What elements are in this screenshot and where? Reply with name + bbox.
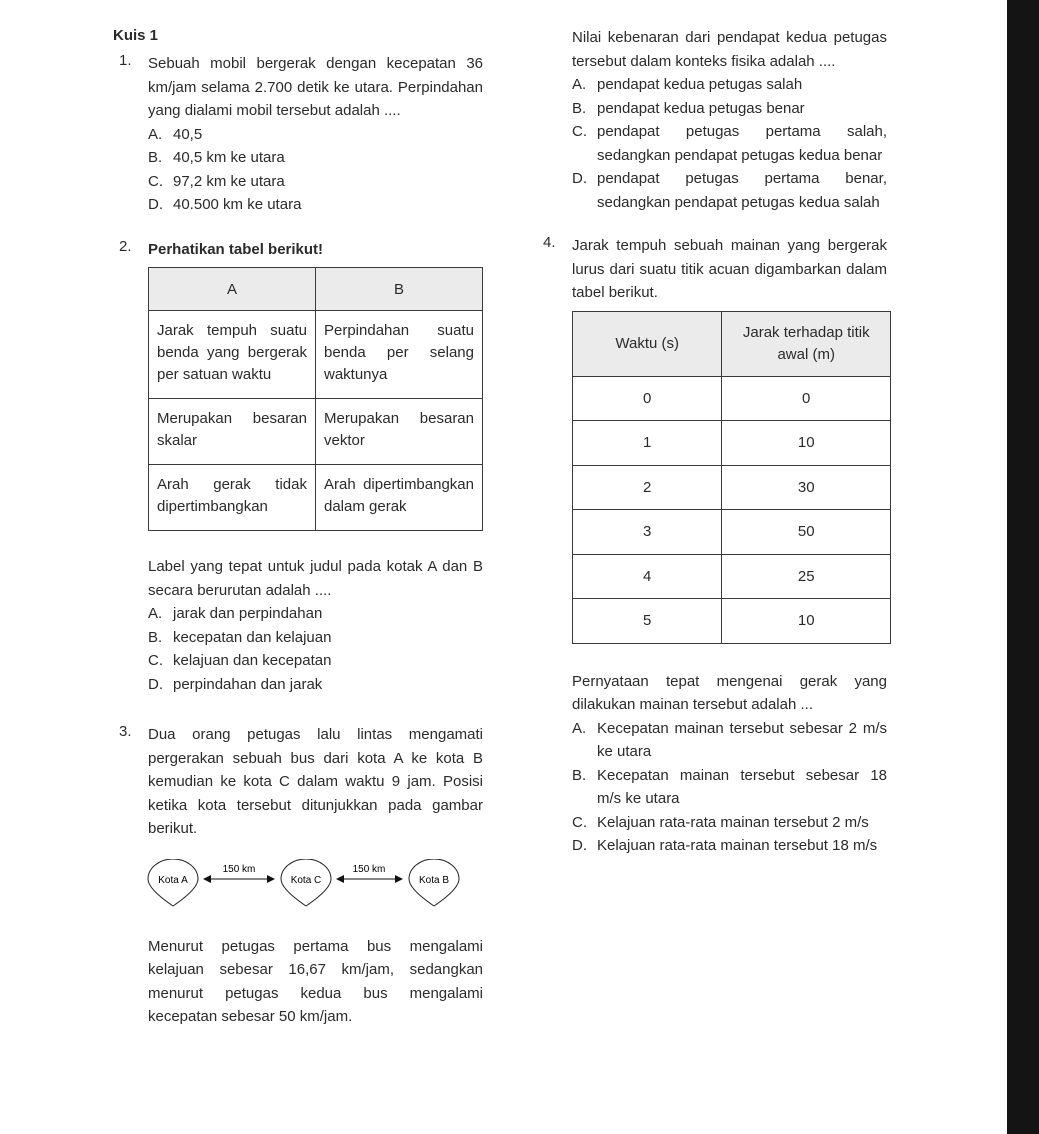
city-route-diagram <box>146 859 483 921</box>
option-letter: B. <box>572 99 587 117</box>
question-number: 1. <box>119 52 132 69</box>
pin-kota-c <box>281 859 331 906</box>
option-d[interactable] <box>572 167 887 214</box>
pin-kota-a <box>148 859 198 906</box>
option-text: perpindahan dan jarak <box>173 675 323 693</box>
option-a[interactable] <box>572 717 887 764</box>
table-cell: 10 <box>722 599 891 644</box>
question-stem: Jarak tempuh sebuah mainan yang bergerak lurus dari suatu titik acuan digambarkan dalam tabel berikut. <box>572 237 887 301</box>
option-text: pendapat petugas pertama benar, sedangkan pendapat petugas kedua salah <box>597 170 887 211</box>
pin-kota-b <box>409 859 459 906</box>
question-number: 2. <box>119 237 132 255</box>
observer-statement: Menurut petugas pertama bus mengalami kelajuan sebesar 16,67 km/jam, sedangkan menurut petugas kedua bus mengalami kecepatan sebesar 50 km/jam. <box>148 937 483 1025</box>
option-letter: A. <box>148 125 163 143</box>
table-cell: Merupakan besaran vektor <box>316 399 483 465</box>
right-column <box>537 26 887 858</box>
table-cell: Jarak tempuh suatu benda yang bergerak per satuan waktu <box>149 311 316 399</box>
table-cell: 0 <box>573 376 722 421</box>
option-c[interactable] <box>572 811 887 835</box>
table-cell: Arah dipertimbangkan dalam gerak <box>316 465 483 531</box>
option-d[interactable] <box>148 193 483 217</box>
option-text: pendapat kedua petugas benar <box>597 99 805 117</box>
question-1 <box>113 52 483 217</box>
question-4 <box>537 234 887 858</box>
option-letter: C. <box>572 123 587 140</box>
table-cell: Perpindahan suatu benda per selang waktunya <box>316 311 483 399</box>
option-letter: C. <box>148 652 163 669</box>
table-row <box>573 376 891 421</box>
option-b[interactable] <box>572 97 887 121</box>
question-stem: Perhatikan tabel berikut! <box>148 240 324 258</box>
option-b[interactable] <box>572 764 887 811</box>
dark-side-panel <box>1007 0 1039 1134</box>
table-cell: 0 <box>722 376 891 421</box>
table-row <box>149 311 483 399</box>
option-letter: A. <box>572 719 587 737</box>
option-text: 40,5 <box>173 125 203 143</box>
time-distance-table <box>572 311 891 644</box>
option-d[interactable] <box>148 673 483 697</box>
definition-table <box>148 267 483 531</box>
table-row <box>149 465 483 531</box>
option-letter: A. <box>572 76 587 93</box>
option-d[interactable] <box>572 834 887 858</box>
option-letter: C. <box>148 172 163 190</box>
distance-label: 150 km <box>222 863 256 875</box>
question-text: Pernyataan tepat mengenai gerak yang dilakukan mainan tersebut adalah ... <box>572 672 887 713</box>
option-letter: D. <box>148 196 163 213</box>
table-cell: 50 <box>722 510 891 555</box>
table-row <box>573 465 891 510</box>
pin-label: Kota A <box>158 874 188 886</box>
option-text: 97,2 km ke utara <box>173 172 285 190</box>
option-text: 40,5 km ke utara <box>173 149 285 166</box>
table-cell: 1 <box>573 421 722 466</box>
option-b[interactable] <box>148 146 483 170</box>
left-column <box>113 26 483 1029</box>
option-text: jarak dan perpindahan <box>173 605 323 622</box>
option-letter: D. <box>148 675 163 693</box>
option-text: kecepatan dan kelajuan <box>173 628 332 646</box>
table-cell: 25 <box>722 554 891 599</box>
pin-label: Kota B <box>418 874 450 886</box>
question-3 <box>113 723 483 1029</box>
table-cell: 5 <box>573 599 722 644</box>
option-letter: A. <box>148 605 163 622</box>
option-a[interactable] <box>148 123 483 147</box>
option-text: kelajuan dan kecepatan <box>173 652 332 669</box>
question-stem: Dua orang petugas lalu lintas mengamati pergerakan sebuah bus dari kota A ke kota B kemudian ke kota C dalam waktu 9 jam. Posisi ketika kota tersebut ditunjukkan pada gambar berikut. <box>148 726 483 837</box>
table-row <box>149 399 483 465</box>
table-cell: 4 <box>573 554 722 599</box>
option-c[interactable] <box>148 649 483 673</box>
table-cell: 2 <box>573 465 722 510</box>
question-3-continued <box>537 26 887 214</box>
option-text: Kecepatan mainan tersebut sebesar 2 m/s ke utara <box>597 719 887 760</box>
option-c[interactable] <box>148 170 483 194</box>
question-number: 3. <box>119 723 132 740</box>
table-cell: Arah gerak tidak dipertimbangkan <box>149 465 316 531</box>
option-a[interactable] <box>572 73 887 97</box>
table-row <box>573 421 891 466</box>
route-svg <box>146 859 466 921</box>
table-header-time: Waktu (s) <box>573 311 722 376</box>
option-text: Kelajuan rata-rata mainan tersebut 2 m/s <box>597 813 869 831</box>
question-2 <box>113 238 483 697</box>
option-text: 40.500 km ke utara <box>173 196 302 213</box>
table-cell: 3 <box>573 510 722 555</box>
option-text: Kelajuan rata-rata mainan tersebut 18 m/s <box>597 837 878 854</box>
option-letter: D. <box>572 170 587 187</box>
table-cell: Merupakan besaran skalar <box>149 399 316 465</box>
option-c[interactable] <box>572 120 887 167</box>
quiz-title: Kuis 1 <box>113 27 159 44</box>
table-row <box>573 599 891 644</box>
question-text: Label yang tepat untuk judul pada kotak A dan B secara berurutan adalah .... <box>148 558 483 599</box>
option-letter: D. <box>572 837 587 854</box>
option-b[interactable] <box>148 626 483 650</box>
option-letter: B. <box>572 766 587 784</box>
table-header-distance: Jarak terhadap titik awal (m) <box>722 311 891 376</box>
table-cell: 10 <box>722 421 891 466</box>
option-letter: B. <box>148 149 163 166</box>
distance-label: 150 km <box>352 863 386 875</box>
table-row <box>573 554 891 599</box>
question-stem: Sebuah mobil bergerak dengan kecepatan 36 km/jam selama 2.700 detik ke utara. Perpindahan yang dialami mobil tersebut adalah .... <box>148 55 483 119</box>
pin-label: Kota C <box>290 874 322 886</box>
option-a[interactable] <box>148 602 483 626</box>
option-letter: C. <box>572 813 587 831</box>
option-text: pendapat kedua petugas salah <box>597 76 803 93</box>
option-letter: B. <box>148 628 163 646</box>
option-text: pendapat petugas pertama salah, sedangkan pendapat petugas kedua benar <box>597 123 887 164</box>
table-cell: 30 <box>722 465 891 510</box>
table-header-b: B <box>316 268 483 311</box>
table-row <box>573 510 891 555</box>
table-header-a: A <box>149 268 316 311</box>
option-text: Kecepatan mainan tersebut sebesar 18 m/s ke utara <box>597 766 887 807</box>
question-number: 4. <box>543 234 556 251</box>
question-text: Nilai kebenaran dari pendapat kedua petugas tersebut dalam konteks fisika adalah .... <box>572 29 887 70</box>
